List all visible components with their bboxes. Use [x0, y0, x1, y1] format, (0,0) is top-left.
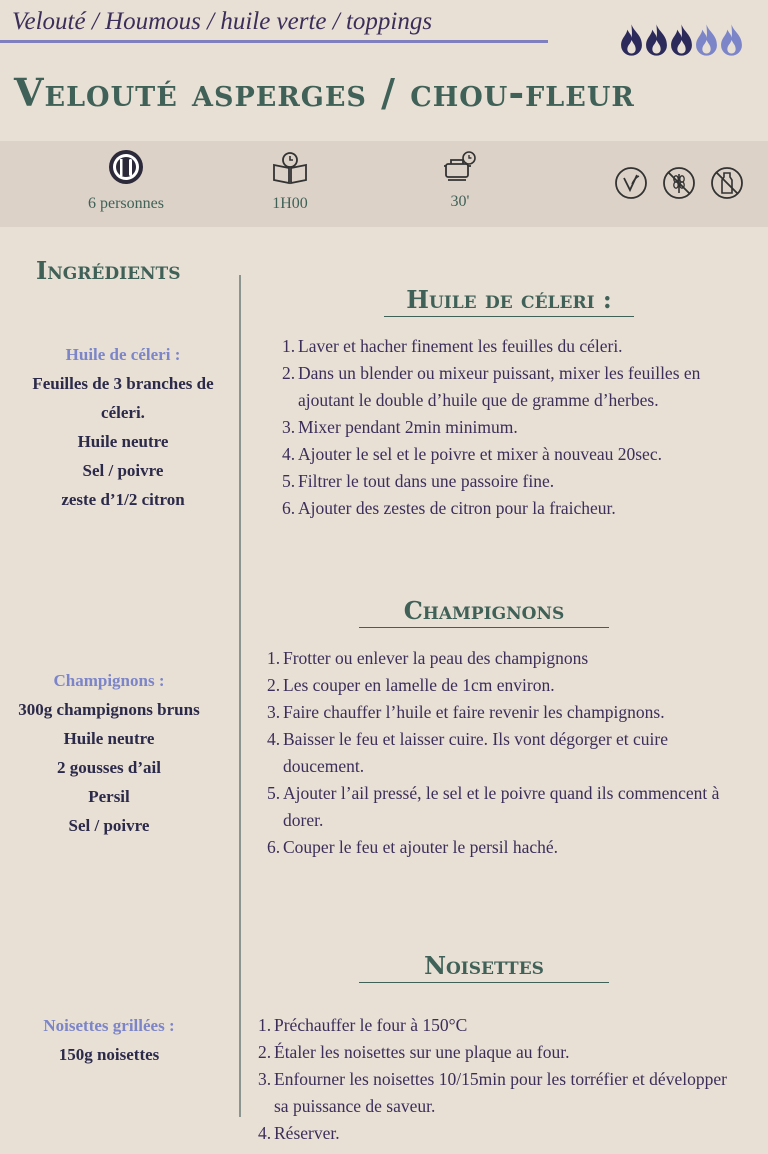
- section-title-champignons: Champignons: [359, 596, 609, 628]
- page-title: Velouté asperges / chou-fleur: [14, 70, 635, 115]
- step-item: Dans un blender ou mixeur puissant, mixer les feuilles en ajoutant le double d’huile que de gramme d’herbes.: [298, 363, 701, 410]
- total-time-info: [225, 141, 355, 213]
- flame-icon: [669, 22, 694, 58]
- step-item: Faire chauffer l’huile et faire revenir les champignons.: [283, 702, 665, 722]
- ingredient-item: Feuilles de 3 branches de céleri.: [32, 374, 214, 422]
- step-item: Filtrer le tout dans une passoire fine.: [298, 471, 555, 491]
- cooking-pot-timer-icon: [443, 151, 477, 183]
- recipe-book-clock-icon: [272, 151, 308, 185]
- servings-info: [61, 141, 191, 213]
- ingredient-group-champignons: [0, 666, 224, 840]
- flame-icon: [719, 22, 744, 58]
- step-item: Mixer pendant 2min minimum.: [298, 417, 518, 437]
- cook-time-label: 30': [450, 193, 470, 210]
- step-item: Enfourner les noisettes 10/15min pour les torréfier et développer sa puissance de saveur.: [274, 1069, 727, 1116]
- step-item: Réserver.: [274, 1123, 340, 1143]
- steps-celeri: [282, 333, 752, 522]
- total-time-label: 1H00: [272, 195, 308, 212]
- section-title-noisettes: Noisettes: [359, 951, 609, 983]
- ingredient-item: 2 gousses d’ail: [57, 758, 161, 777]
- lactose-free-icon: [710, 166, 744, 200]
- vegan-icon: [614, 166, 648, 200]
- step-item: Préchauffer le four à 150°C: [274, 1015, 468, 1035]
- breadcrumb: Velouté / Houmous / huile verte / toppings: [12, 8, 433, 35]
- ingredient-item: 300g champignons bruns: [18, 700, 200, 719]
- ingredient-group-label: Champignons :: [53, 671, 165, 690]
- gluten-free-icon: [662, 166, 696, 200]
- cook-time-info: [395, 141, 525, 211]
- flame-icon: [694, 22, 719, 58]
- step-item: Les couper en lamelle de 1cm environ.: [283, 675, 555, 695]
- step-item: Ajouter le sel et le poivre et mixer à nouveau 20sec.: [298, 444, 662, 464]
- ingredient-item: 150g noisettes: [58, 1045, 160, 1064]
- flame-icon: [644, 22, 669, 58]
- step-item: Baisser le feu et laisser cuire. Ils vont dégorger et cuire doucement.: [283, 729, 669, 776]
- step-item: Étaler les noisettes sur une plaque au four.: [274, 1042, 570, 1062]
- step-item: Frotter ou enlever la peau des champignons: [283, 648, 589, 668]
- steps-noisettes: [258, 1012, 728, 1147]
- ingredient-item: Persil: [88, 787, 130, 806]
- info-bar: [0, 141, 768, 227]
- plate-cutlery-icon: [108, 149, 144, 185]
- ingredient-item: Huile neutre: [63, 729, 155, 748]
- ingredient-group-noisettes: [0, 1011, 224, 1069]
- ingredient-item: zeste d’1/2 citron: [61, 490, 185, 509]
- breadcrumb-underline: [0, 40, 548, 43]
- ingredient-group-label: Huile de céleri :: [65, 345, 181, 364]
- ingredient-item: Sel / poivre: [68, 816, 150, 835]
- flame-icon: [619, 22, 644, 58]
- step-item: Couper le feu et ajouter le persil haché.: [283, 837, 559, 857]
- ingredient-item: Sel / poivre: [82, 461, 164, 480]
- ingredient-group-celeri: [8, 340, 238, 514]
- servings-label: 6 personnes: [88, 195, 164, 212]
- step-item: Laver et hacher finement les feuilles du céleri.: [298, 336, 623, 356]
- diet-badges: [614, 166, 744, 200]
- step-item: Ajouter des zestes de citron pour la fraicheur.: [298, 498, 616, 518]
- steps-champignons: [267, 645, 727, 861]
- difficulty-rating: [619, 22, 744, 58]
- ingredient-group-label: Noisettes grillées :: [43, 1016, 175, 1035]
- ingredients-title: Ingrédients: [36, 256, 181, 285]
- step-item: Ajouter l’ail pressé, le sel et le poivre quand ils commencent à dorer.: [283, 783, 720, 830]
- ingredient-item: Huile neutre: [77, 432, 169, 451]
- section-title-celeri: Huile de céleri :: [384, 285, 634, 317]
- column-divider: [239, 275, 241, 1117]
